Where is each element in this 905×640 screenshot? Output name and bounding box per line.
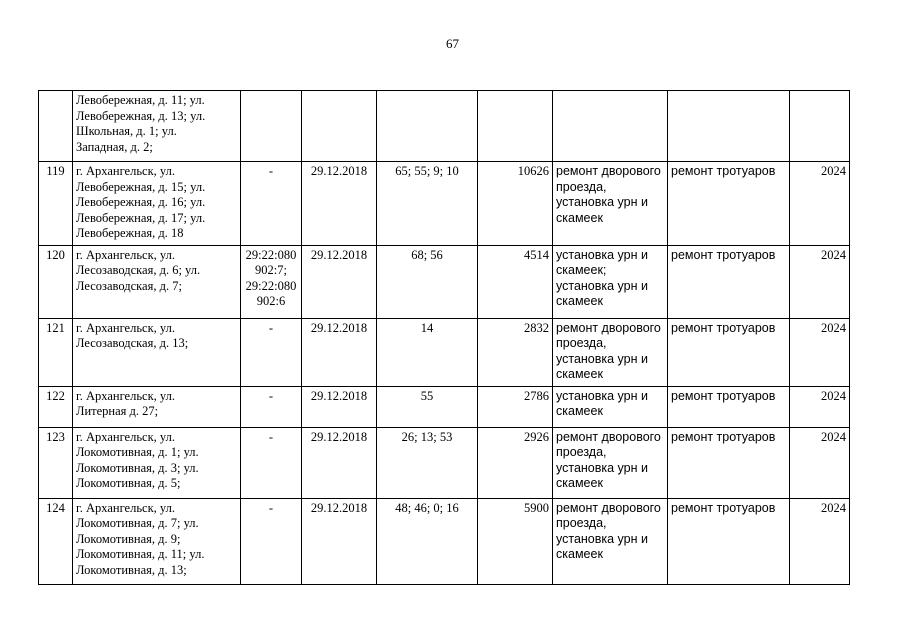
row-number: 124	[39, 498, 73, 584]
cadastral-cell	[241, 91, 302, 162]
address-line: Локомотивная, д. 13;	[76, 562, 187, 577]
address-line: Западная, д. 2;	[76, 139, 153, 154]
additional-work-cell: ремонт тротуаров	[668, 498, 790, 584]
address-line: Локомотивная, д. 11; ул.	[76, 547, 205, 561]
registry-table	[38, 90, 850, 585]
area-cell: 5900	[478, 498, 553, 584]
year-cell: 2024	[790, 386, 850, 427]
area-cell: 4514	[478, 245, 553, 318]
address-line: Локомотивная, д. 9;	[76, 531, 181, 546]
address-cell	[73, 245, 241, 318]
additional-work-cell: ремонт тротуаров	[668, 162, 790, 246]
address-line: Левобережная, д. 13; ул.	[76, 108, 206, 123]
table-row	[39, 318, 850, 386]
cadastral-cell: -	[241, 427, 302, 498]
additional-work-cell: ремонт тротуаров	[668, 386, 790, 427]
date-cell: 29.12.2018	[302, 162, 377, 246]
address-cell	[73, 91, 241, 162]
address-cell	[73, 386, 241, 427]
cadastral-cell: -	[241, 162, 302, 246]
area-cell: 10626	[478, 162, 553, 246]
address-line: Локомотивная, д. 3; ул.	[76, 460, 199, 475]
page-number: 67	[446, 36, 459, 51]
area-cell: 2926	[478, 427, 553, 498]
address-cell	[73, 162, 241, 246]
area-cell	[478, 91, 553, 162]
values-cell: 65; 55; 9; 10	[377, 162, 478, 246]
year-cell: 2024	[790, 318, 850, 386]
row-number: 121	[39, 318, 73, 386]
date-cell	[302, 91, 377, 162]
date-cell: 29.12.2018	[302, 245, 377, 318]
address-line: Лесозаводская, д. 13;	[76, 336, 189, 350]
address-line: Локомотивная, д. 7; ул.	[76, 516, 199, 530]
address-line: Лесозаводская, д. 6; ул.	[76, 263, 201, 277]
table-row	[39, 245, 850, 318]
values-cell: 68; 56	[377, 245, 478, 318]
table-row	[39, 498, 850, 584]
date-cell: 29.12.2018	[302, 427, 377, 498]
cadastral-cell: -	[241, 318, 302, 386]
work-cell: ремонт дворового проезда, установка урн и скамеек	[553, 318, 668, 386]
table-row	[39, 91, 850, 162]
work-cell: установка урн и скамеек; установка урн и скамеек	[553, 245, 668, 318]
additional-work-cell: ремонт тротуаров	[668, 245, 790, 318]
address-line: Локомотивная, д. 5;	[76, 476, 181, 490]
values-cell: 26; 13; 53	[377, 427, 478, 498]
work-cell: ремонт дворового проезда, установка урн и скамеек	[553, 427, 668, 498]
year-cell	[790, 91, 850, 162]
address-line: Локомотивная, д. 1; ул.	[76, 445, 199, 459]
values-cell: 48; 46; 0; 16	[377, 498, 478, 584]
row-number: 120	[39, 245, 73, 318]
year-cell: 2024	[790, 498, 850, 584]
table-row	[39, 386, 850, 427]
address-line: Левобережная, д. 17; ул.	[76, 210, 206, 225]
row-number: 123	[39, 427, 73, 498]
address-line: Левобережная, д. 18	[76, 226, 184, 240]
address-line: Школьная, д. 1; ул.	[76, 124, 177, 138]
address-line: г. Архангельск, ул.	[76, 247, 175, 262]
address-line: г. Архангельск, ул.	[76, 429, 175, 444]
date-cell: 29.12.2018	[302, 318, 377, 386]
address-line: Левобережная, д. 15; ул.	[76, 179, 206, 194]
table-body	[39, 91, 850, 585]
work-cell: установка урн и скамеек	[553, 386, 668, 427]
cadastral-cell: -	[241, 386, 302, 427]
work-cell: ремонт дворового проезда, установка урн и скамеек	[553, 162, 668, 246]
additional-work-cell: ремонт тротуаров	[668, 318, 790, 386]
address-line: г. Архангельск, ул.	[76, 388, 175, 403]
additional-work-cell: ремонт тротуаров	[668, 427, 790, 498]
address-line: г. Архангельск, ул.	[76, 320, 175, 335]
cadastral-cell: 29:22:080 902:7; 29:22:080 902:6	[241, 245, 302, 318]
row-number	[39, 91, 73, 162]
address-cell	[73, 318, 241, 386]
table-row	[39, 162, 850, 246]
additional-work-cell	[668, 91, 790, 162]
year-cell: 2024	[790, 245, 850, 318]
work-cell: ремонт дворового проезда, установка урн и скамеек	[553, 498, 668, 584]
address-cell	[73, 498, 241, 584]
address-line: г. Архангельск, ул.	[76, 500, 175, 515]
row-number: 119	[39, 162, 73, 246]
year-cell: 2024	[790, 162, 850, 246]
area-cell: 2786	[478, 386, 553, 427]
address-cell	[73, 427, 241, 498]
address-line: Лесозаводская, д. 7;	[76, 278, 182, 293]
address-line: Левобережная, д. 16; ул.	[76, 195, 206, 209]
cadastral-cell: -	[241, 498, 302, 584]
values-cell	[377, 91, 478, 162]
work-cell	[553, 91, 668, 162]
address-line: Левобережная, д. 11; ул.	[76, 93, 205, 107]
area-cell: 2832	[478, 318, 553, 386]
address-line: г. Архангельск, ул.	[76, 164, 175, 178]
year-cell: 2024	[790, 427, 850, 498]
table-row	[39, 427, 850, 498]
date-cell: 29.12.2018	[302, 498, 377, 584]
date-cell: 29.12.2018	[302, 386, 377, 427]
row-number: 122	[39, 386, 73, 427]
address-line: Литерная д. 27;	[76, 404, 159, 418]
values-cell: 55	[377, 386, 478, 427]
values-cell: 14	[377, 318, 478, 386]
